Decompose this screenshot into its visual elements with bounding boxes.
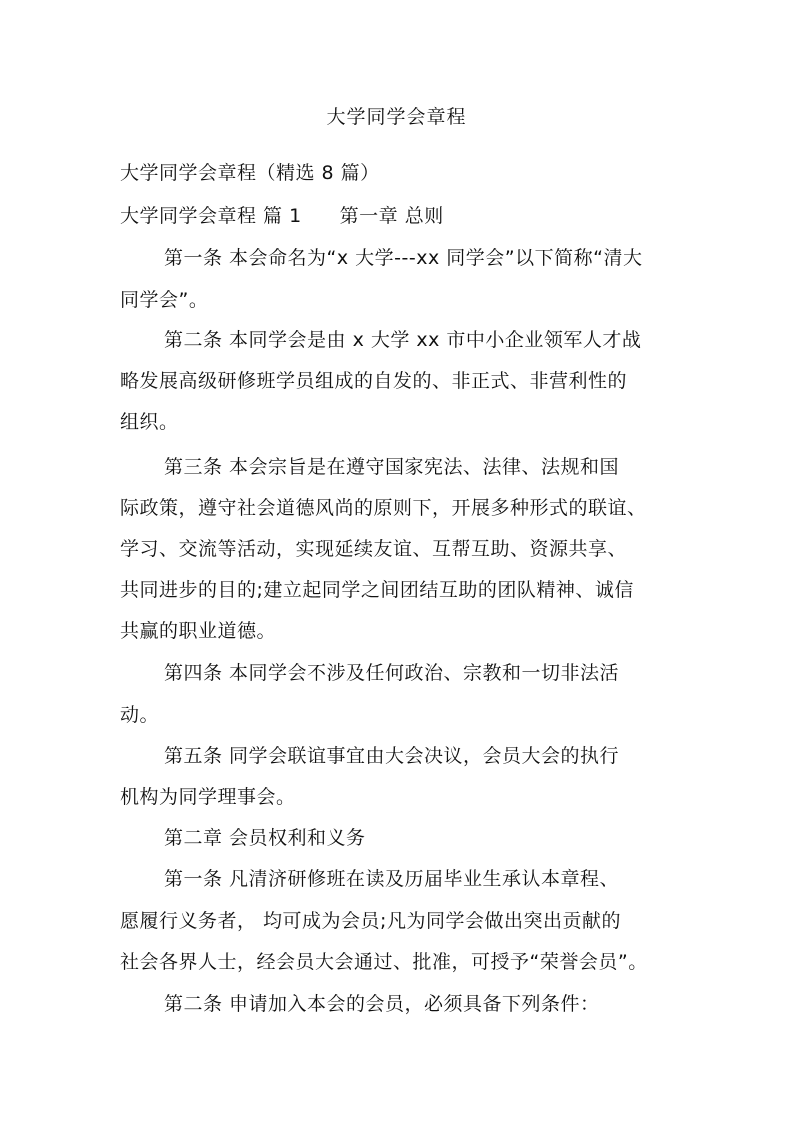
paragraph-line: 机构为同学理事会。 [120, 786, 296, 808]
paragraph-line: 第一条 凡清济研修班在读及历届毕业生承认本章程、 [164, 868, 620, 890]
paragraph-line: 共赢的职业道德。 [120, 620, 277, 642]
paragraph-line: 第二条 申请加入本会的会员，必须具备下列条件： [164, 993, 600, 1015]
chapter-heading: 第一章 总则 [339, 205, 444, 227]
section-heading: 大学同学会章程 篇 1 [120, 205, 302, 227]
paragraph-line: 略发展高级研修班学员组成的自发的、非正式、非营利性的 [120, 370, 628, 392]
paragraph-line: 同学会”。 [120, 289, 209, 311]
section-heading-line [120, 203, 444, 229]
paragraph-line: 学习、交流等活动，实现延续友谊、互帮互助、资源共享、 [120, 538, 628, 560]
paragraph-line: 社会各界人士，经会员大会通过、批准，可授予“荣誉会员”。 [120, 951, 648, 973]
paragraph-line: 第四条 本同学会不涉及任何政治、宗教和一切非法活 [164, 662, 620, 684]
paragraph-line: 第五条 同学会联谊事宜由大会决议，会员大会的执行 [164, 745, 620, 767]
document-subtitle: 大学同学会章程（精选 8 篇） [120, 162, 380, 184]
paragraph-line: 第三条 本会宗旨是在遵守国家宪法、法律、法规和国 [164, 456, 620, 478]
paragraph-line: 第二条 本同学会是由 x 大学 xx 市中小企业领军人才战 [164, 329, 642, 351]
paragraph-line: 际政策，遵守社会道德风尚的原则下，开展多种形式的联谊、 [120, 497, 647, 519]
paragraph-line: 愿履行义务者， 均可成为会员;凡为同学会做出突出贡献的 [120, 910, 621, 932]
paragraph-line: 动。 [120, 704, 160, 726]
paragraph-line: 共同进步的目的;建立起同学之间团结互助的团队精神、诚信 [120, 579, 634, 601]
chapter-heading: 第二章 会员权利和义务 [164, 827, 366, 849]
document-title: 大学同学会章程 [326, 106, 467, 128]
paragraph-line: 第一条 本会命名为“x 大学---xx 同学会”以下简称“清大 [164, 247, 643, 269]
paragraph-line: 组织。 [120, 411, 179, 433]
